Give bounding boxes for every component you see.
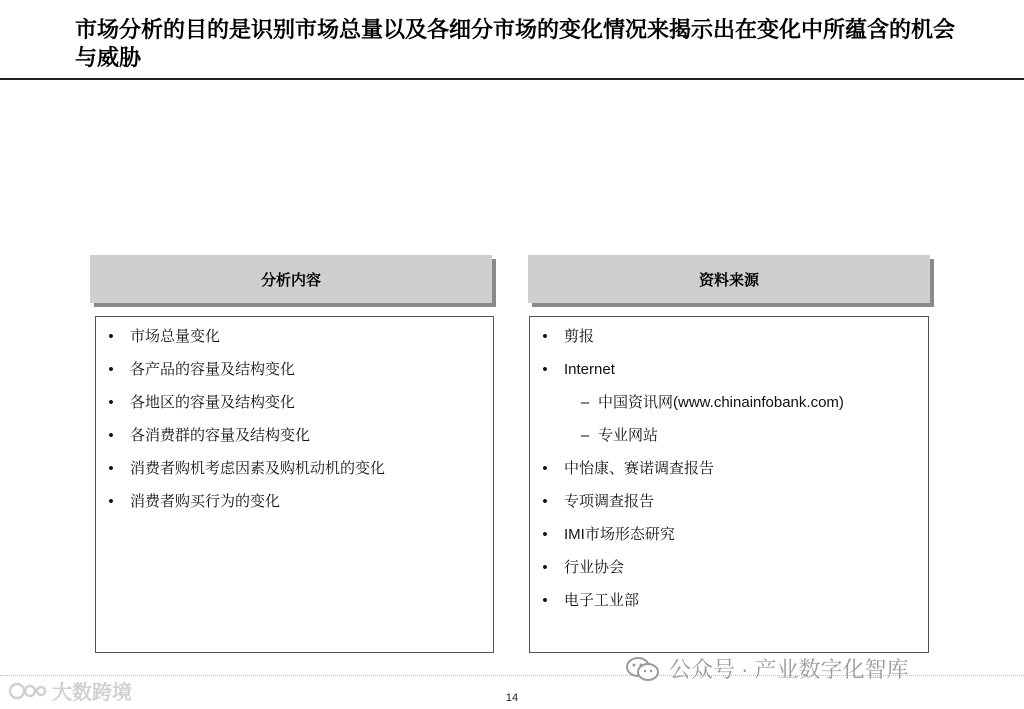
page-number: 14 (505, 692, 519, 704)
analysis-content-box (95, 316, 494, 653)
analysis-content-header (90, 255, 492, 303)
wechat-watermark-text: 公众号 · 产业数字化智库 (669, 657, 909, 682)
bullet: • (108, 361, 114, 378)
list-item-text: 各产品的容量及结构变化 (130, 361, 296, 378)
list-item (96, 492, 493, 512)
list-item-text: 市场总量变化 (130, 328, 221, 345)
list-item-text: 中怡康、赛诺调查报告 (564, 460, 715, 477)
dash-bullet: – (580, 394, 590, 411)
bullet: • (542, 526, 548, 543)
list-item (96, 360, 493, 380)
list-item (530, 591, 928, 611)
data-sources-header-label: 资料来源 (698, 271, 759, 289)
list-item-text: 剪报 (564, 328, 595, 345)
list-item (530, 525, 928, 545)
dash-bullet: – (580, 427, 590, 444)
bullet: • (542, 559, 548, 576)
bullet: • (108, 460, 114, 477)
bullet: • (542, 592, 548, 609)
list-item-text: 各地区的容量及结构变化 (130, 394, 296, 411)
list-item (96, 426, 493, 446)
title-divider (0, 78, 1024, 80)
bullet: • (108, 394, 114, 411)
wechat-watermark (625, 653, 909, 684)
bullet: • (108, 328, 114, 345)
list-item (96, 327, 493, 347)
bullet: • (542, 328, 548, 345)
data-sources-box (529, 316, 929, 653)
list-item-text: Internet (564, 361, 615, 378)
list-item (530, 558, 928, 578)
list-item-text: 消费者购机考虑因素及购机动机的变化 (130, 460, 386, 477)
page-title: 市场分析的目的是识别市场总量以及各细分市场的变化情况来揭示出在变化中所蕴含的机会与威胁 (75, 17, 956, 70)
list-item-text: 行业协会 (564, 559, 625, 576)
bullet: • (108, 493, 114, 510)
bullet: • (542, 361, 548, 378)
list-item (96, 459, 493, 479)
sub-list-item (530, 393, 928, 413)
list-item-text: 各消费群的容量及结构变化 (130, 427, 311, 444)
data-sources-list (530, 327, 928, 611)
sub-list-item (530, 426, 928, 446)
list-item-text: IMI市场形态研究 (564, 526, 675, 543)
list-item (96, 393, 493, 413)
list-item (530, 492, 928, 512)
data-sources-header (528, 255, 930, 303)
analysis-content-list (96, 327, 493, 512)
wechat-icon (625, 657, 661, 681)
bullet: • (542, 460, 548, 477)
bullet: • (108, 427, 114, 444)
list-item (530, 360, 928, 380)
list-item-text: 专业网站 (598, 427, 659, 444)
list-item-text: 消费者购买行为的变化 (130, 493, 281, 510)
list-item-text: 中国资讯网(www.chinainfobank.com) (598, 394, 844, 411)
list-item-text: 电子工业部 (564, 592, 640, 609)
analysis-content-header-label: 分析内容 (260, 271, 321, 289)
list-item (530, 459, 928, 479)
brand-watermark-text: 大数跨境 (52, 682, 132, 704)
bullet: • (542, 493, 548, 510)
list-item (530, 327, 928, 347)
list-item-text: 专项调查报告 (564, 493, 655, 510)
